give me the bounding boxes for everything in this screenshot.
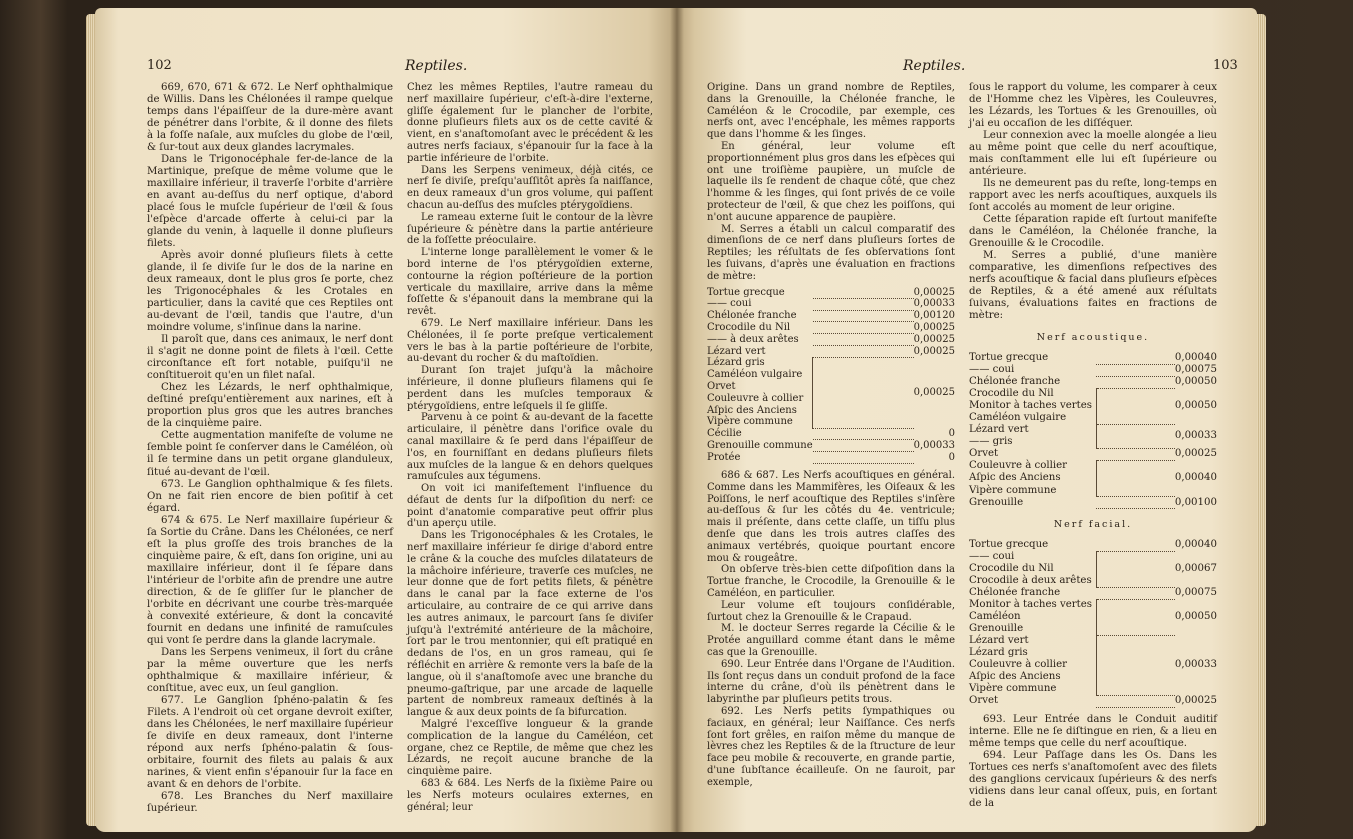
- leader-dots: [813, 298, 914, 310]
- measurement-value: 0: [948, 451, 955, 463]
- measurement-value: 0,00025: [913, 345, 955, 357]
- species-name-line: Lézard vert: [969, 635, 1029, 647]
- table-row: [969, 587, 1217, 599]
- table-row: [969, 424, 1217, 448]
- paragraph: Leur volume eſt toujours conſidérable, ſurtout chez la Grenouille & le Crapaud.: [707, 599, 955, 623]
- species-name: Tortue grecque: [707, 286, 785, 298]
- species-name-line: Monitor à taches vertes: [969, 400, 1092, 412]
- leader-dots: [813, 428, 914, 440]
- measurement-value: 0,00040: [1174, 472, 1217, 484]
- paragraph: 669, 670, 671 & 672. Le Nerf ophthalmique de Willis. Dans les Chélonées il rampe quelque temps dans l'épaiſſeur de la dure-mère avant de pénétrer dans l'orbite, & il donne des filets à la foſſe naſale, aux muſcles du globe de l'œil, & ſur-tout aux deux glandes lacrymales.: [147, 82, 393, 154]
- species-name-line: Lézard vert: [969, 424, 1029, 436]
- table-row: [707, 346, 955, 358]
- table-row: [707, 287, 955, 299]
- species-name: [707, 357, 813, 428]
- book-gutter: [670, 8, 684, 832]
- species-name-line: Crocodile à deux arêtes: [969, 575, 1092, 587]
- species-name-line: Couleuvre à collier: [969, 659, 1068, 671]
- left-column-1: [147, 82, 393, 815]
- leader-dots: [813, 322, 914, 334]
- leader-dots: [1096, 695, 1174, 707]
- species-name-line: Orvet: [707, 380, 736, 392]
- species-name: [969, 551, 1096, 587]
- left-page-number: 102: [147, 58, 172, 73]
- species-name: Orvet: [969, 695, 999, 707]
- section-heading: Nerf acoustique.: [1036, 332, 1150, 344]
- paragraph: Cette ſéparation rapide eſt ſurtout manifeſte dans le Caméléon, la Chélonée franche, la Grenouille & le Crocodile.: [969, 214, 1217, 250]
- measurement-table: [969, 539, 1217, 708]
- measurement-value: 0,00050: [1174, 611, 1217, 623]
- table-row: [707, 440, 955, 452]
- species-name-line: Vipère commune: [969, 484, 1057, 496]
- table-row: [969, 551, 1217, 587]
- measurement-value: 0,00025: [913, 321, 955, 333]
- paragraph: 677. Le Ganglion ſphéno-palatin & ſes Filets. A l'endroit où cet organe devroit exiſter, dans les Chélonées, le nerf maxillaire ſupérieur ſe diviſe en deux rameaux, dont l'interne répond aux nerfs ſphéno-palatin & ſous-orbitaire, fournit des filets au palais & aux narines, & vient enfin s'épanouir ſur la face en avant & en dehors de l'orbite.: [147, 694, 393, 790]
- leader-dots: [1096, 587, 1174, 599]
- species-name-line: Caméléon: [969, 611, 1021, 623]
- paragraph: Dans les Serpens venimeux, il ſort du crâne par la même ouverture que les nerfs ophthalmique & maxillaire inférieur, & conſtitue, avec eux, un ſeul ganglion.: [147, 646, 393, 694]
- species-name-line: Vipère commune: [707, 416, 793, 428]
- measurement-value: 0,00075: [1174, 587, 1217, 599]
- species-name-line: Vipère commune: [969, 683, 1057, 695]
- measurement-value: 0,00025: [913, 333, 955, 345]
- leader-dots: [1096, 460, 1174, 496]
- leader-dots: [1096, 635, 1174, 695]
- species-name: Tortue grecque: [969, 539, 1049, 551]
- table-row: [707, 310, 955, 322]
- measurement-value: 0,00067: [1174, 563, 1217, 575]
- species-name: Orvet: [969, 448, 999, 460]
- species-name-line: Caméléon vulgaire: [969, 412, 1067, 424]
- species-name-line: —— gris: [969, 436, 1013, 448]
- table-row: [969, 376, 1217, 388]
- right-running-header: Reptiles.: [903, 58, 966, 74]
- paragraph: 694. Leur Paſſage dans les Os. Dans les Tortues ces nerfs s'anaſtomoſent avec des filets des ganglions cervicaux ſupérieurs & des nerfs vidiens dans leur canal oſſeux, puis, en ſortant de la: [969, 749, 1217, 809]
- paragraph: Dans les Trigonocéphales & les Crotales, le nerf maxillaire inférieur ſe dirige d'abord entre le crâne & la couche des muſcles dilatateurs de la mâchoire inférieure, traverſe ces muſcles, ne leur donne que de fort petits filets, & pénètre dans le canal par la face externe de l'os articulaire, au contraire de ce qui arrive dans les autres animaux, le parcourt ſans ſe diviſer juſqu'à l'extrémité antérieure de la mâchoire, ſort par le trou mentonnier, qui eſt pratiqué en dedans de l'os, en un gros rameau, qui ſe réfléchit en arrière & remonte vers la baſe de la langue, où il s'anaſtomoſe avec une branche du pneumo-gaſtrique, par une arcade de laquelle partent de nombreux rameaux deſtinés à la langue & aux deux points de ſa bifurcation.: [407, 530, 653, 719]
- species-name: Grenouille: [969, 496, 1024, 508]
- paragraph: Chez les mêmes Reptiles, l'autre rameau du nerf maxillaire ſupérieur, c'eſt-à-dire l'externe, gliſſe également ſur le plancher de l'orbite, donne pluſieurs filets aux os de cette cavité & vient, en s'anaſtomoſant avec le précédent & les autres nerfs faciaux, s'épanouir ſur la face à la partie inférieure de l'orbite.: [407, 82, 653, 164]
- leader-dots: [813, 452, 914, 464]
- leader-dots: [1096, 352, 1174, 364]
- species-name-line: Aſpic des Anciens: [969, 472, 1061, 484]
- paragraph: Malgré l'exceſſive longueur & la grande complication de la langue du Caméléon, cet organe, chez ce Reptile, de même que chez les Lézards, ne reçoit aucune branche de la cinquième paire.: [407, 719, 653, 778]
- right-page: [677, 8, 1257, 832]
- left-running-header: Reptiles.: [405, 58, 468, 74]
- paragraph: 686 & 687. Les Nerfs acouſtiques en général. Comme dans les Mammifères, les Oiſeaux & les Poiſſons, le nerf acouſtique des Reptiles s'inſère au-deſſous & ſur les côtés du 4e. ventricule; mais il préſente, dans cette claſſe, un tiſſu plus denſe que dans les trois autres claſſes des animaux vertébrés, quoique pourtant encore mou & rougeâtre.: [707, 470, 955, 564]
- table-row: [707, 322, 955, 334]
- leader-dots: [1096, 497, 1174, 509]
- species-name: Protée: [707, 451, 741, 463]
- table-row: [707, 357, 955, 428]
- table-row: [969, 695, 1217, 707]
- species-name: [969, 635, 1096, 695]
- species-name-line: Caméléon vulgaire: [707, 369, 803, 381]
- table-row: [969, 460, 1217, 496]
- measurement-value: 0,00040: [1174, 539, 1217, 551]
- measurement-value: 0,00025: [1174, 695, 1217, 707]
- table-row: [707, 428, 955, 440]
- leader-dots: [1096, 599, 1174, 635]
- paragraph: Dans le Trigonocéphale fer-de-lance de la Martinique, preſque de même volume que le maxillaire inférieur, il traverſe l'orbite d'arrière en avant au-deſſus du nerf optique, d'abord placé ſous le muſcle ſupérieur de l'œil & ſous l'eſpèce d'arcade offerte à celui-ci par la glande du venin, à laquelle il donne pluſieurs filets.: [147, 154, 393, 250]
- table-row: [969, 364, 1217, 376]
- leader-dots: [1096, 424, 1174, 448]
- leader-dots: [813, 357, 914, 428]
- leader-dots: [1096, 448, 1174, 460]
- species-name-line: Crocodile du Nil: [969, 388, 1054, 400]
- table-row: [707, 334, 955, 346]
- species-name: —— coui: [969, 364, 1015, 376]
- paragraph: En général, leur volume eſt proportionnément plus gros dans les eſpèces qui ont une troiſième paupière, un muſcle de laquelle ils ſe rendent de chaque côté, que chez l'homme & les ſinges, qui ſont privés de ce voile protecteur de l'œil, & que chez les poiſſons, qui n'ont aucune apparence de paupière.: [707, 140, 955, 223]
- measurement-value: 0,00025: [1174, 448, 1217, 460]
- table-row: [969, 497, 1217, 509]
- leader-dots: [813, 334, 914, 346]
- measurement-value: 0: [948, 428, 955, 440]
- species-name: Chélonée franche: [969, 587, 1061, 599]
- left-column-2: [407, 82, 653, 813]
- species-name-line: Lézard gris: [707, 357, 765, 369]
- paragraph: Ils ne demeurent pas du reſte, long-temps en rapport avec les nerfs acouſtiques, auxquels ils ſont accolés au moment de leur origine.: [969, 178, 1217, 214]
- leader-dots: [1096, 376, 1174, 388]
- leader-dots: [1096, 539, 1174, 551]
- paragraph: Chez les Lézards, le nerf ophthalmique, deſtiné preſqu'entièrement aux narines, eſt à proportion plus gros que les autres branches de la cinquième paire.: [147, 382, 393, 430]
- paragraph: Leur connexion avec la moelle alongée a lieu au même point que celle du nerf acouſtique, mais conſtamment elle lui eſt ſupérieure ou antérieure.: [969, 130, 1217, 178]
- measurement-value: 0,00033: [1174, 430, 1217, 442]
- table-row: [707, 298, 955, 310]
- table-row: [969, 635, 1217, 695]
- measurement-value: 0,00050: [1174, 400, 1217, 412]
- paragraph: 679. Le Nerf maxillaire inférieur. Dans les Chélonées, il ſe porte preſque verticalement vers le bas à la partie poſtérieure de l'orbite, au-devant du rocher & du maſtoïdien.: [407, 317, 653, 365]
- species-name-line: Crocodile du Nil: [969, 563, 1054, 575]
- species-name-line: Grenouille: [969, 623, 1024, 635]
- leader-dots: [813, 440, 914, 452]
- measurement-value: 0,00033: [913, 439, 955, 451]
- paragraph: 683 & 684. Les Nerfs de la ſixième Paire ou les Nerfs moteurs oculaires externes, en général; leur: [407, 778, 653, 813]
- paragraph: M. Serres a publié, d'une manière comparative, les dimenſions reſpectives des nerfs acouſtique & facial dans pluſieurs eſpèces de Reptiles, & a été amené aux réſultats ſuivans, évaluations faites en fractions de mètre:: [969, 250, 1217, 322]
- table-row: [969, 388, 1217, 424]
- table-row: [969, 352, 1217, 364]
- paragraph: Après avoir donné pluſieurs filets à cette glande, il ſe diviſe ſur le dos de la narine en deux rameaux, dont le plus gros ſe porte, chez les Trigonocéphales & les Crotales en particulier, dans la cavité que ces Reptiles ont au-devant de l'œil, tandis que l'autre, d'un moindre volume, s'inſinue dans la narine.: [147, 250, 393, 334]
- paragraph: Durant ſon trajet juſqu'à la mâchoire inférieure, il donne pluſieurs filamens qui ſe perdent dans les muſcles temporaux & ptérygoïdiens, entre leſquels il ſe gliſſe.: [407, 365, 653, 412]
- measurement-value: 0,00120: [913, 310, 955, 322]
- table-row: [969, 448, 1217, 460]
- paragraph: 674 & 675. Le Nerf maxillaire ſupérieur & ſa Sortie du Crâne. Dans les Chélonées, ce nerf eſt la plus groſſe des trois branches de la cinquième paire, & eſt, dans ſon origine, uni au maxillaire inférieur, dont il ſe ſépare dans l'intérieur de l'orbite afin de prendre une autre direction, & de ſe gliſſer ſur le plancher de l'orbite en décrivant une courbe très-marquée à convexité extérieure, & dont la concavité fournit en dedans une infinité de ramuſcules qui vont ſe perdre dans la glande lacrymale.: [147, 514, 393, 646]
- paragraph: L'interne longe parallèlement le vomer & le bord interne de l'os ptérygoïdien externe, contourne la région poſtérieure de la portion verticale du maxillaire, arrive dans la même foſſette & s'épanouit dans la membrane qui la revêt.: [407, 247, 653, 318]
- leader-dots: [813, 346, 914, 358]
- measurement-value: 0,00100: [1174, 496, 1217, 508]
- species-name: [969, 388, 1096, 424]
- paragraph: 673. Le Ganglion ophthalmique & ſes filets. On ne fait rien encore de bien poſitif à cet égard.: [147, 478, 393, 514]
- paragraph: Le rameau externe ſuit le contour de la lèvre ſupérieure & pénètre dans la partie antérieure de la foſſette préoculaire.: [407, 211, 653, 247]
- species-name-line: Couleuvre à collier: [969, 460, 1068, 472]
- measurement-value: 0,00075: [1174, 364, 1217, 376]
- species-name: Chélonée franche: [707, 310, 797, 322]
- right-page-number: 103: [1213, 58, 1238, 73]
- species-name: [969, 460, 1096, 496]
- table-row: [969, 599, 1217, 635]
- measurement-value: 0,00033: [1174, 659, 1217, 671]
- paragraph: 690. Leur Entrée dans l'Organe de l'Audition. Ils ſont reçus dans un conduit profond de la face interne du crâne, d'où ils pénètrent dans le labyrinthe par pluſieurs petits trous.: [707, 658, 955, 706]
- species-name: Grenouille commune: [707, 439, 813, 451]
- species-name-line: —— coui: [969, 551, 1015, 563]
- species-name: Lézard vert: [707, 345, 766, 357]
- paragraph: 692. Les Nerfs petits ſympathiques ou faciaux, en général; leur Naiſſance. Ces nerfs ſont fort grêles, en raiſon même du manque de lèvres chez les Reptiles & de la ſtructure de leur face peu mobile & recouverte, en grande partie, d'une ſubſtance écailleuſe. On ne ſauroit, par exemple,: [707, 705, 955, 788]
- table-row: [707, 452, 955, 464]
- paragraph: Cette augmentation manifeſte de volume ne ſemble point ſe conſerver dans le Caméléon, où il ſe termine dans un petit organe glanduleux, ſitué au-devant de l'œil.: [147, 430, 393, 478]
- measurement-value: 0,00050: [1174, 376, 1217, 388]
- species-name: Chélonée franche: [969, 376, 1061, 388]
- paragraph: 678. Les Branches du Nerf maxillaire ſupérieur.: [147, 790, 393, 814]
- species-name: Crocodile du Nil: [707, 321, 791, 333]
- left-page: [95, 8, 677, 832]
- species-name: Cécilie: [707, 428, 742, 440]
- measurement-value: 0,00025: [913, 286, 955, 298]
- leader-dots: [813, 310, 914, 322]
- paragraph: M. Serres a établi un calcul comparatif des dimenſions de ce nerf dans pluſieurs ſortes de Reptiles; les réſultats de ſes obſervations ſont les ſuivans, d'après une évaluation en fractions de mètre:: [707, 223, 955, 282]
- measurement-table: [707, 287, 955, 464]
- paragraph: Parvenu à ce point & au-devant de la facette articulaire, il pénètre dans l'orifice ovale du canal maxillaire & ſe perd dans l'épaiſſeur de l'os, en fourniſſant en dedans pluſieurs filets aux muſcles de la langue & en dehors quelques ramuſcules aux tégumens.: [407, 412, 653, 483]
- species-name: [969, 599, 1096, 635]
- leader-dots: [1096, 551, 1174, 587]
- right-column-2: [969, 82, 1217, 810]
- paragraph: Il paroît que, dans ces animaux, le nerf dont il s'agit ne donne point de filets à l'œil. Cette circonſtance eſt fort notable, puiſqu'il ne conſtitueroit qu'en un filet naſal.: [147, 334, 393, 382]
- species-name-line: Lézard gris: [969, 647, 1028, 659]
- species-name: —— à deux arêtes: [707, 333, 799, 345]
- leader-dots: [1096, 388, 1174, 424]
- paragraph: Origine. Dans un grand nombre de Reptiles, dans la Grenouille, la Chélonée franche, le Caméléon & le Crocodile, par exemple, ces nerfs ont, avec l'encéphale, les mêmes rapports que dans l'homme & les ſinges.: [707, 82, 955, 141]
- species-name-line: Monitor à taches vertes: [969, 599, 1092, 611]
- measurement-value: 0,00033: [913, 298, 955, 310]
- leader-dots: [1096, 364, 1174, 376]
- paragraph: On obſerve très-bien cette diſpoſition dans la Tortue franche, le Crocodile, la Grenouille & le Caméléon, en particulier.: [707, 564, 955, 599]
- species-name: —— coui: [707, 298, 752, 310]
- table-row: [969, 539, 1217, 551]
- paragraph: ſous le rapport du volume, les comparer à ceux de l'Homme chez les Vipères, les Couleuvres, les Lézards, les Tortues & les Grenouilles, où j'ai eu occaſion de les diſſéquer.: [969, 82, 1217, 130]
- species-name-line: Couleuvre à collier: [707, 392, 804, 404]
- right-column-1: [707, 82, 955, 789]
- species-name-line: Aſpic des Anciens: [969, 671, 1061, 683]
- measurement-table: [969, 352, 1217, 509]
- measurement-value: 0,00025: [913, 386, 955, 398]
- species-name: Tortue grecque: [969, 352, 1049, 364]
- paragraph: Dans les Serpens venimeux, déjà cités, ce nerf ſe diviſe, preſqu'auſſitôt après ſa naiſſance, en deux rameaux d'un gros volume, qui paſſent chacun au-deſſus des muſcles ptérygoïdiens.: [407, 164, 653, 211]
- right-page-edges: [1256, 14, 1266, 826]
- species-name: [969, 424, 1096, 448]
- paragraph: M. le docteur Serres regarde la Cécilie & le Protée anguillard comme étant dans le même cas que la Grenouille.: [707, 623, 955, 658]
- paragraph: On voit ici manifeſtement l'influence du défaut de dents ſur la diſpoſition du nerf: ce point d'anatomie comparative peut offrir plus d'un aperçu utile.: [407, 483, 653, 530]
- measurement-value: 0,00040: [1174, 352, 1217, 364]
- paragraph: 693. Leur Entrée dans le Conduit auditif interne. Elle ne ſe diſtingue en rien, & a lieu en même temps que celle du nerf acouſtique.: [969, 713, 1217, 749]
- section-heading: Nerf facial.: [1053, 519, 1133, 531]
- leader-dots: [813, 287, 914, 299]
- species-name-line: Aſpic des Anciens: [707, 404, 797, 416]
